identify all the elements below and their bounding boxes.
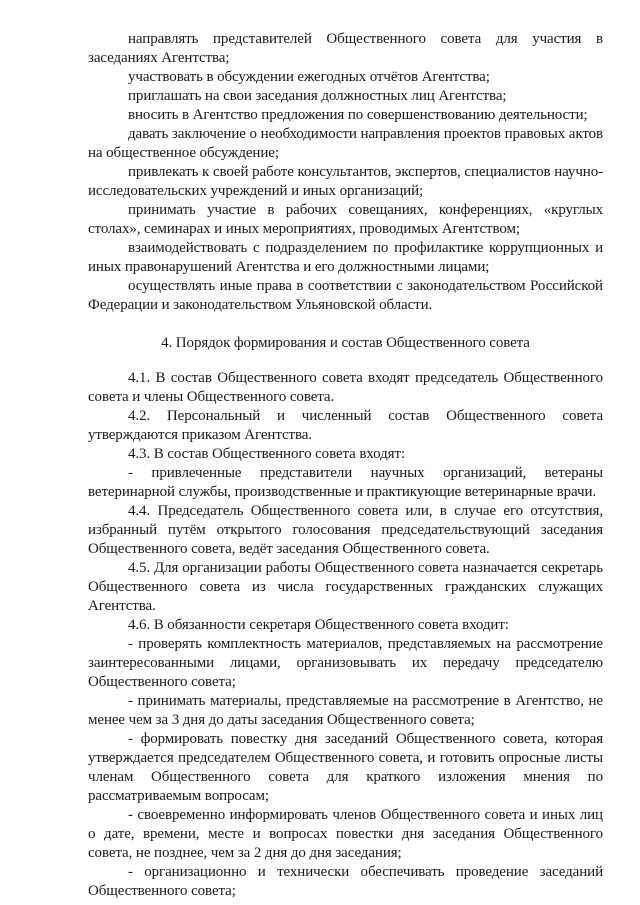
rights-item: участвовать в обсуждении ежегодных отчётов Агентства; [128, 69, 490, 85]
rights-item: принимать участие в рабочих совещаниях, конференциях, «круглых столах», семинарах и иных мероприятиях, проводимых Агентством; [88, 202, 603, 237]
paragraph: 4.5. Для организации работы Общественного совета назначается секретарь Общественного совета из числа государственных гражданских служащих Агентства. [88, 560, 603, 614]
rights-list [88, 30, 603, 315]
paragraph: 4.2. Персональный и численный состав Общественного совета утверждаются приказом Агентства. [88, 408, 603, 443]
rights-item: привлекать к своей работе консультантов, экспертов, специалистов научно-исследовательских учреждений и иных организаций; [88, 164, 603, 199]
rights-item: осуществлять иные права в соответствии с законодательством Российской Федерации и законодательством Ульяновской области. [88, 278, 603, 313]
paragraph: - привлеченные представители научных организаций, ветераны ветеринарной службы, производственные и практикующие ветеринарные врачи. [88, 465, 603, 500]
document-body [88, 30, 603, 901]
paragraph: 4.1. В состав Общественного совета входят председатель Общественного совета и члены Общественного совета. [88, 370, 603, 405]
rights-item: вносить в Агентство предложения по совершенствованию деятельности; [128, 107, 588, 123]
paragraph: 4.6. В обязанности секретаря Общественного совета входит: [128, 617, 509, 633]
section-heading: 4. Порядок формирования и состав Общественного совета [161, 335, 530, 351]
rights-item: давать заключение о необходимости направления проектов правовых актов на общественное обсуждение; [88, 126, 603, 161]
paragraph: 4.4. Председатель Общественного совета или, в случае его отсутствия, избранный путём открытого голосования председательствующий заседания Общественного совета, ведёт заседания Общественного совета. [88, 503, 603, 557]
paragraph: - проверять комплектность материалов, представляемых на рассмотрение заинтересованными лицами, организовывать их передачу председателю Общественного совета; [88, 636, 603, 690]
rights-item: направлять представителей Общественного совета для участия в заседаниях Агентства; [88, 31, 603, 66]
paragraph: - принимать материалы, представляемые на рассмотрение в Агентство, не менее чем за 3 дня до даты заседания Общественного совета; [88, 693, 603, 728]
section-paragraphs [88, 369, 603, 901]
rights-item: приглашать на свои заседания должностных лиц Агентства; [128, 88, 507, 104]
paragraph: 4.3. В состав Общественного совета входят: [128, 446, 406, 462]
paragraph: - формировать повестку дня заседаний Общественного совета, которая утверждается председателем Общественного совета, и готовить опросные листы членам Общественного совета для краткого изложения мнения по рассматриваемым вопросам; [88, 731, 603, 804]
paragraph: - своевременно информировать членов Общественного совета и иных лиц о дате, времени, месте и вопросах повестки дня заседания Общественного совета, не позднее, чем за 2 дня до дня заседания; [88, 807, 603, 861]
paragraph: - организационно и технически обеспечивать проведение заседаний Общественного совета; [88, 864, 603, 899]
rights-item: взаимодействовать с подразделением по профилактике коррупционных и иных правонарушений Агентства и его должностными лицами; [88, 240, 603, 275]
